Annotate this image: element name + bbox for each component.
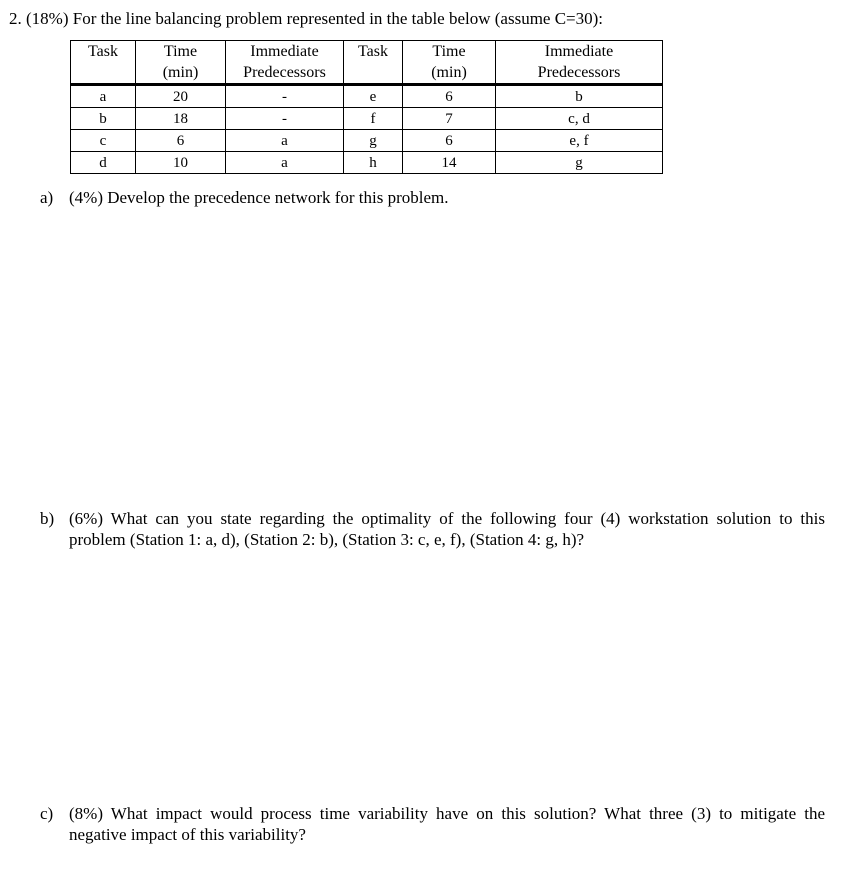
cell-predecessors: - <box>226 85 344 108</box>
part-c-text: (8%) What impact would process time variability have on this solution? What three (3) to mitigate the negative impact of this variability? <box>69 804 825 844</box>
header-task <box>71 41 136 85</box>
table-row <box>71 85 663 108</box>
cell-time: 20 <box>136 85 226 108</box>
cell-time: 14 <box>403 152 496 174</box>
cell-predecessors: a <box>226 130 344 152</box>
cell-time: 6 <box>403 130 496 152</box>
header-predecessors <box>226 41 344 85</box>
header-task-2 <box>344 41 403 85</box>
header-predecessors-2 <box>496 41 663 85</box>
header-pred-2-line2: Predecessors <box>537 64 621 81</box>
cell-time: 10 <box>136 152 226 174</box>
header-time-2-line1: Time <box>432 43 466 60</box>
cell-predecessors: c, d <box>496 108 663 130</box>
part-b-label: b) <box>40 509 55 528</box>
table-row <box>71 108 663 130</box>
cell-predecessors: - <box>226 108 344 130</box>
header-time-line2: (min) <box>162 64 199 81</box>
header-time-2 <box>403 41 496 85</box>
cell-task: f <box>344 108 403 130</box>
question-title: 2. (18%) For the line balancing problem represented in the table below (assume C=30): <box>9 9 604 28</box>
table-row <box>71 130 663 152</box>
part-c-label: c) <box>40 804 54 823</box>
header-time <box>136 41 226 85</box>
header-time-line1: Time <box>163 43 198 60</box>
header-time-2-line2: (min) <box>431 64 467 81</box>
cell-time: 6 <box>403 85 496 108</box>
task-table <box>70 40 663 174</box>
cell-time: 18 <box>136 108 226 130</box>
cell-predecessors: g <box>496 152 663 174</box>
cell-time: 6 <box>136 130 226 152</box>
cell-predecessors: b <box>496 85 663 108</box>
cell-task: c <box>71 130 136 152</box>
table-row <box>71 152 663 174</box>
cell-predecessors: e, f <box>496 130 663 152</box>
part-a-text: (4%) Develop the precedence network for this problem. <box>69 188 449 207</box>
header-pred-line2: Predecessors <box>243 64 326 81</box>
header-task-2-label: Task <box>358 43 388 60</box>
cell-task: d <box>71 152 136 174</box>
part-a-label: a) <box>40 188 54 207</box>
header-task-label: Task <box>88 43 118 60</box>
cell-task: b <box>71 108 136 130</box>
header-pred-2-line1: Immediate <box>544 43 614 60</box>
cell-task: a <box>71 85 136 108</box>
cell-predecessors: a <box>226 152 344 174</box>
table-header-row <box>71 41 663 85</box>
header-pred-line1: Immediate <box>250 43 319 60</box>
cell-task: h <box>344 152 403 174</box>
part-b-text: (6%) What can you state regarding the optimality of the following four (4) workstation solution to this problem (Station 1: a, d), (Station 2: b), (Station 3: c, e, f), (Station 4: g, h)? <box>69 509 825 549</box>
cell-task: e <box>344 85 403 108</box>
cell-time: 7 <box>403 108 496 130</box>
cell-task: g <box>344 130 403 152</box>
